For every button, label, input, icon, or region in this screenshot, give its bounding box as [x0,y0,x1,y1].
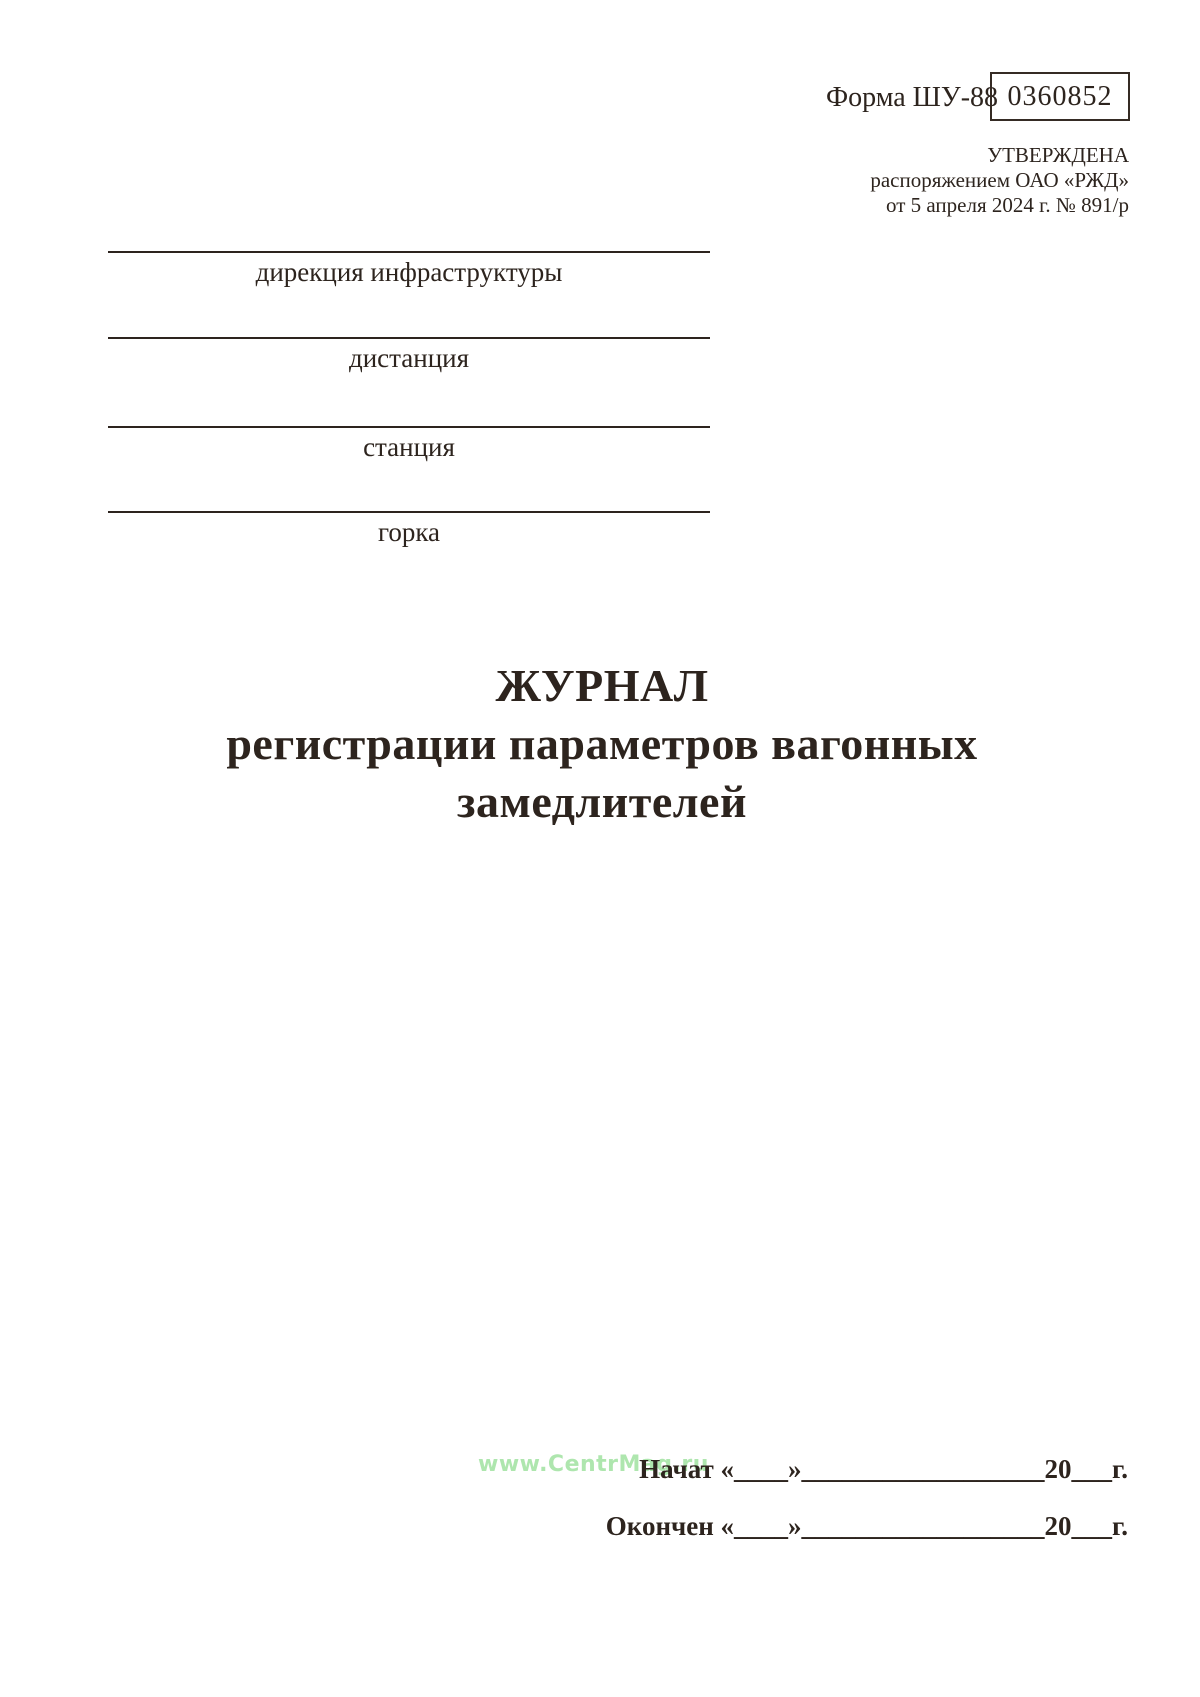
watermark-text: www.CentrMag.ru [478,1452,709,1477]
form-number-label: Форма ШУ-88 [826,82,999,113]
page-title-line-3: замедлителей [457,776,747,827]
blank-line-station [108,426,710,428]
page-title-line-2: регистрации параметров вагонных [226,718,978,769]
field-caption-station: станция [363,432,455,462]
field-caption-distance: дистанция [348,343,470,373]
blank-line-direction [108,251,710,253]
approval-line-3: от 5 апреля 2024 г. № 891/р [885,193,1129,217]
field-caption-hump: горка [377,517,441,547]
approval-block [870,143,1129,218]
form-code: 0360852 [1007,80,1113,112]
approval-line-2: распоряжением ОАО «РЖД» [870,168,1129,192]
field-caption-infrastructure-directorate: дирекция инфраструктуры [255,257,563,287]
blank-line-distance [108,337,710,339]
approval-line-1: УТВЕРЖДЕНА [987,143,1129,167]
blank-line-hump [108,511,710,513]
page-title-line-1: ЖУРНАЛ [495,660,709,711]
started-date-row: Начат «____»__________________20___г. [639,1454,1128,1484]
finished-date-row: Окончен «____»__________________20___г. [605,1511,1128,1541]
form-code-box [990,72,1130,121]
page-title [52,657,1152,831]
